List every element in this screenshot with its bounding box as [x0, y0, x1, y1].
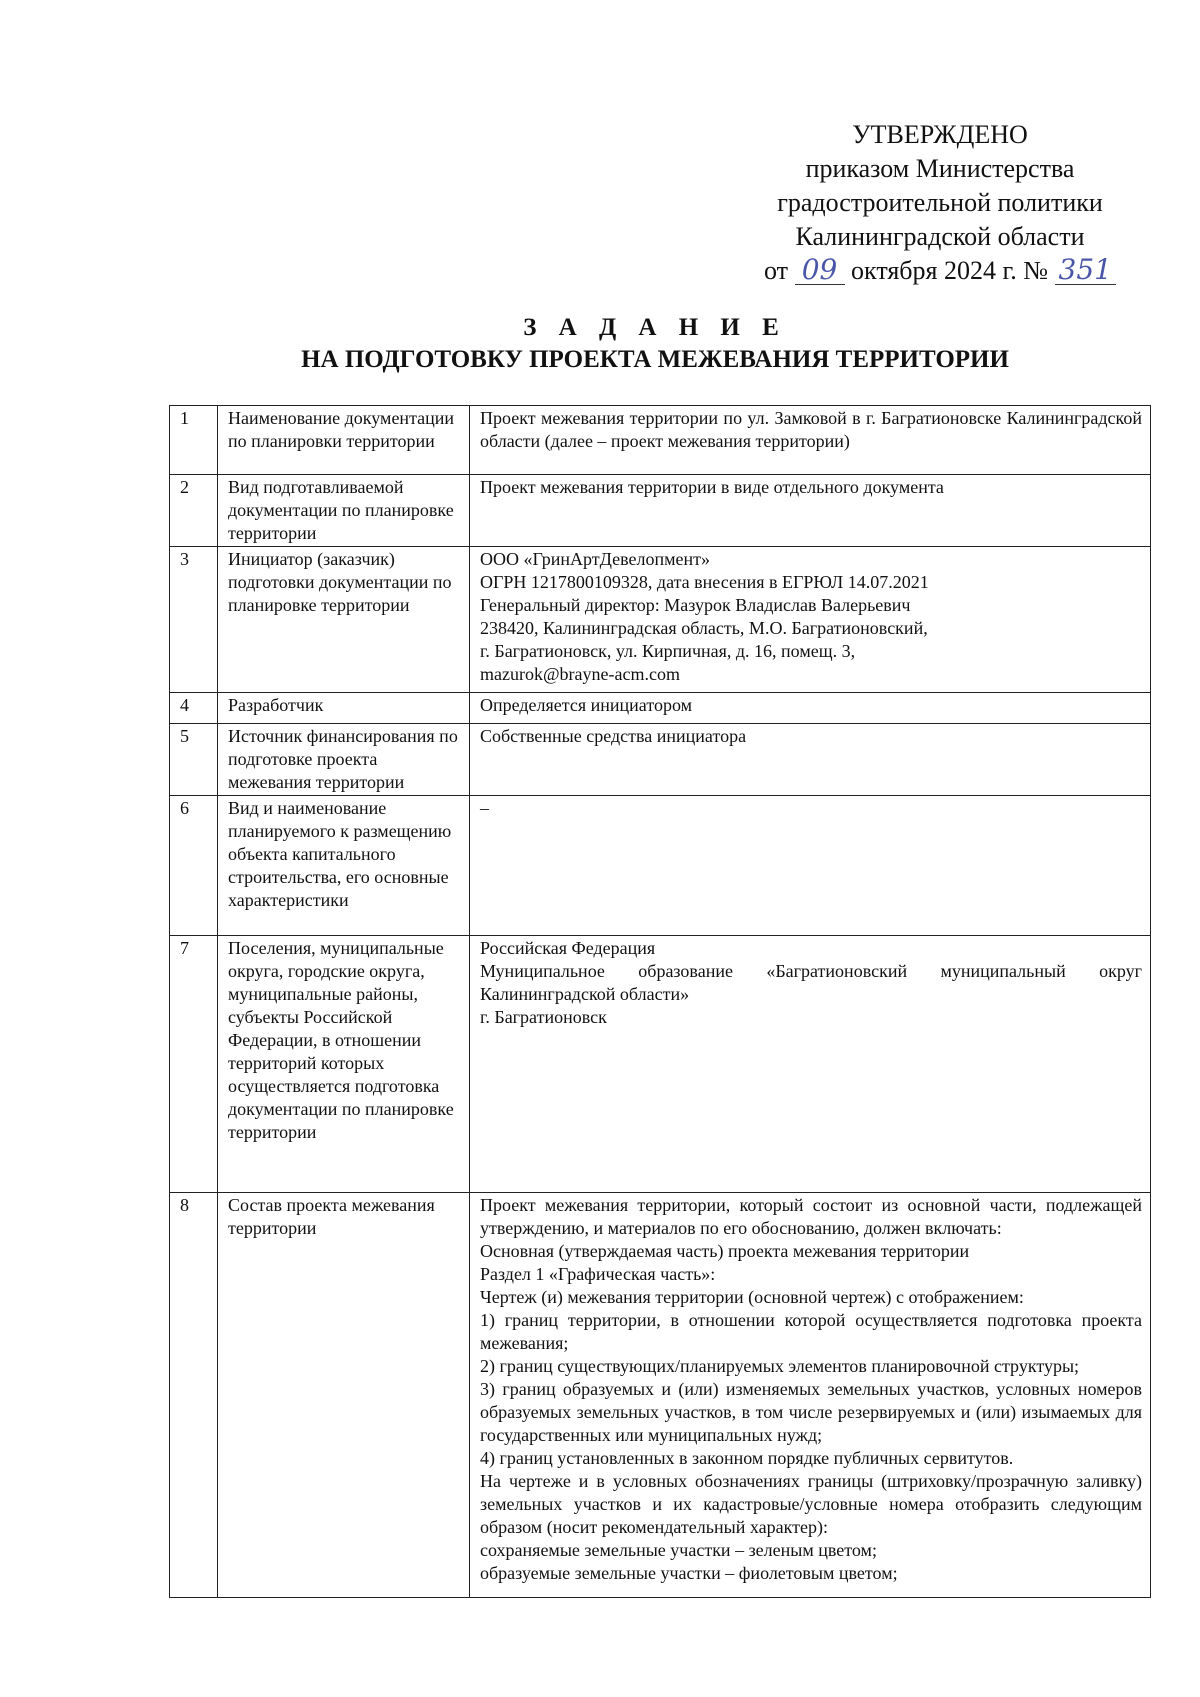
row-value — [470, 796, 1151, 936]
table-row — [170, 936, 1151, 1193]
value-line: На чертеже и в условных обозначениях границы (штриховку/прозрачную заливку) земельных участков и их кадастровые/условные номера отобразить следующим образом (носит рекомендательный характер): — [480, 1471, 1142, 1537]
value-line: Проект межевания территории в виде отдельного документа — [480, 477, 944, 497]
value-line: 238420, Калининградская область, М.О. Багратионовский, — [480, 618, 928, 638]
row-number: 5 — [170, 724, 218, 796]
row-number: 7 — [170, 936, 218, 1193]
row-number: 8 — [170, 1193, 218, 1598]
value-line: Собственные средства инициатора — [480, 726, 747, 746]
value-line: сохраняемые земельные участки – зеленым цветом; — [480, 1540, 877, 1560]
value-line: Определяется инициатором — [480, 695, 693, 715]
approval-heading: УТВЕРЖДЕНО — [852, 120, 1028, 149]
approval-line-region: Калининградской области — [795, 222, 1085, 251]
title-task: З А Д А Н И Е — [523, 314, 787, 341]
table-row — [170, 693, 1151, 724]
row-value — [470, 475, 1151, 547]
row-value — [470, 936, 1151, 1193]
row-number: 3 — [170, 547, 218, 693]
approval-date-line — [740, 254, 1140, 288]
value-line: 3) границ образуемых и (или) изменяемых земельных участков, условных номеров образуемых земельных участков, в том числе резервируемых и (или) изымаемых для государственных или муниципальных нужд; — [480, 1379, 1142, 1445]
value-line: 2) границ существующих/планируемых элементов планировочной структуры; — [480, 1356, 1080, 1376]
value-line: Муниципальное образование «Багратионовский муниципальный округ Калининградской области» — [480, 961, 1142, 1004]
table-row — [170, 796, 1151, 936]
value-line: г. Багратионовск, ул. Кирпичная, д. 16, помещ. 3, — [480, 641, 856, 661]
row-number: 4 — [170, 693, 218, 724]
document-title — [0, 312, 1200, 376]
row-name: Вид подготавливаемой документации по планировке территории — [218, 475, 470, 547]
value-line: Генеральный директор: Мазурок Владислав Валерьевич — [480, 595, 911, 615]
row-name: Вид и наименование планируемого к размещению объекта капитального строительства, его основные характеристики — [218, 796, 470, 936]
approval-stamp — [740, 118, 1140, 288]
row-number: 2 — [170, 475, 218, 547]
handwritten-day: 09 — [795, 256, 845, 285]
row-name: Источник финансирования по подготовке проекта межевания территории — [218, 724, 470, 796]
row-name: Состав проекта межевания территории — [218, 1193, 470, 1598]
value-email: mazurok@brayne-acm.com — [480, 664, 680, 684]
handwritten-order-number: 351 — [1055, 256, 1116, 285]
row-name: Разработчик — [218, 693, 470, 724]
value-line: образуемые земельные участки – фиолетовым цветом; — [480, 1563, 898, 1583]
table-row — [170, 475, 1151, 547]
row-value — [470, 724, 1151, 796]
row-number: 6 — [170, 796, 218, 936]
row-name: Инициатор (заказчик) подготовки документации по планировке территории — [218, 547, 470, 693]
value-line: Раздел 1 «Графическая часть»: — [480, 1264, 716, 1284]
value-line: Проект межевания территории по ул. Замковой в г. Багратионовске Калининградской области (далее – проект межевания территории) — [480, 408, 1142, 451]
date-rest: октября 2024 г. № — [851, 256, 1049, 285]
table-row — [170, 406, 1151, 475]
value-line: 1) границ территории, в отношении которой осуществляется подготовка проекта межевания; — [480, 1310, 1142, 1353]
row-name: Поселения, муниципальные округа, городские округа, муниципальные районы, субъекты Российской Федерации, в отношении территорий которых осуществляется подготовка документации по планировке территории — [218, 936, 470, 1193]
row-number: 1 — [170, 406, 218, 475]
value-line: Чертеж (и) межевания территории (основной чертеж) с отображением: — [480, 1287, 1024, 1307]
value-line: ОГРН 1217800109328, дата внесения в ЕГРЮЛ 14.07.2021 — [480, 572, 929, 592]
row-value — [470, 693, 1151, 724]
value-line: – — [480, 798, 489, 818]
value-line: Основная (утверждаемая часть) проекта межевания территории — [480, 1241, 970, 1261]
date-prefix: от — [764, 256, 789, 285]
row-name: Наименование документации по планировки территории — [218, 406, 470, 475]
table-row — [170, 724, 1151, 796]
value-line: ООО «ГринАртДевелопмент» — [480, 549, 711, 569]
row-value — [470, 1193, 1151, 1598]
title-subject: НА ПОДГОТОВКУ ПРОЕКТА МЕЖЕВАНИЯ ТЕРРИТОРИИ — [301, 346, 1009, 373]
approval-line-policy: градостроительной политики — [777, 188, 1103, 217]
value-line: Российская Федерация — [480, 938, 656, 958]
task-table — [169, 405, 1151, 1598]
row-value — [470, 547, 1151, 693]
table-row — [170, 547, 1151, 693]
table-row — [170, 1193, 1151, 1598]
approval-line-order: приказом Министерства — [805, 154, 1075, 183]
row-value — [470, 406, 1151, 475]
value-line: 4) границ установленных в законном порядке публичных сервитутов. — [480, 1448, 1014, 1468]
value-line: г. Багратионовск — [480, 1007, 607, 1027]
value-line: Проект межевания территории, который состоит из основной части, подлежащей утверждению, и материалов по его обоснованию, должен включать: — [480, 1195, 1142, 1238]
